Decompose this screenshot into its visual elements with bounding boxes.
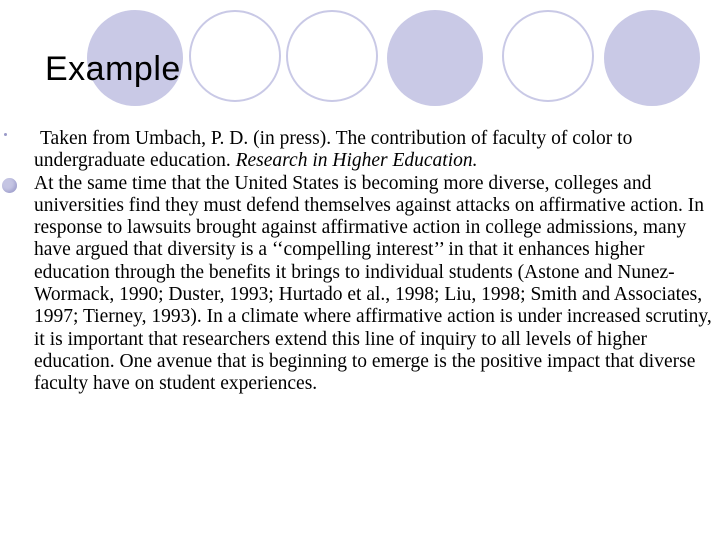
bullet-list (0, 128, 720, 396)
bullet-icon (2, 178, 17, 193)
citation-text: Taken from Umbach, P. D. (in press). The contribution of faculty of color to undergraduate education. (34, 128, 633, 172)
slide-title: Example (45, 50, 181, 88)
decorative-circle (604, 10, 700, 106)
paragraph-text: At the same time that the United States is becoming more diverse, colleges and universities find they must defend themselves against attacks on affirmative action. In response to lawsuits brought against affirmative action in college admissions, many have argued that diversity is a ‘‘compelling interest’’ in that it enhances higher education through the benefits it brings to individual students (Astone and Nunez-Wormack, 1990; Duster, 1993; Hurtado et al., 1998; Liu, 1998; Smith and Associates, 1997; Tierney, 1993). In a climate where affirmative action is under increased scrutiny, it is important that researchers extend this line of inquiry to all levels of higher education. One avenue that is beginning to emerge is the positive impact that diverse faculty have on student experiences. (34, 172, 712, 395)
decorative-ring (502, 10, 594, 102)
decorative-ring (189, 10, 281, 102)
decorative-circle (387, 10, 483, 106)
journal-name: Research in Higher Education. (235, 150, 478, 172)
paragraph-item (0, 173, 720, 396)
decorative-ring (286, 10, 378, 102)
citation-item (0, 128, 720, 173)
bullet-icon (4, 133, 7, 136)
